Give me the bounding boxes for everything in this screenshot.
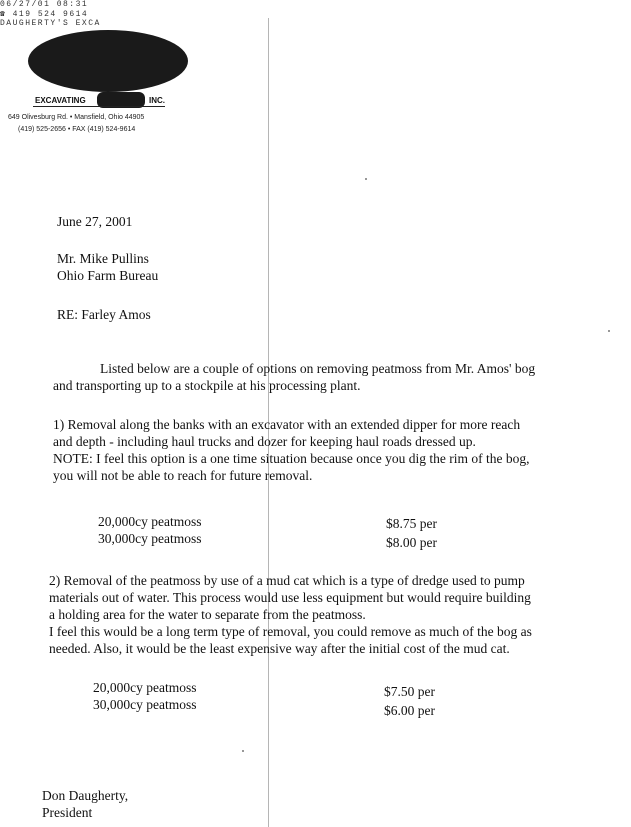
option2-qty: 20,000cy peatmoss xyxy=(93,680,197,695)
fax-sender: DAUGHERTY'S EXCA xyxy=(0,19,101,28)
logo-word-left: EXCAVATING xyxy=(35,96,86,105)
letterhead-address: 649 Olivesburg Rd. • Mansfield, Ohio 44905 xyxy=(8,114,145,121)
re-line: RE: Farley Amos xyxy=(57,307,151,322)
option2-line: 2) Removal of the peatmoss by use of a mud cat which is a type of dredge used to pump xyxy=(49,573,525,588)
option2-line: a holding area for the water to separate from the peatmoss. xyxy=(49,607,366,622)
option1-price: $8.75 per xyxy=(386,516,437,531)
option1-price: $8.00 per xyxy=(386,535,437,550)
option2-qty: 30,000cy peatmoss xyxy=(93,697,197,712)
company-logo xyxy=(28,30,188,92)
option2-line: needed. Also, it would be the least expensive way after the initial cost of the mud cat. xyxy=(49,641,510,656)
scan-speck xyxy=(242,750,244,752)
option1-line: NOTE: I feel this option is a one time situation because once you dig the rim of the bog, xyxy=(53,451,530,466)
option1-line: 1) Removal along the banks with an excavator with an extended dipper for more reach xyxy=(53,417,521,432)
option1-qty: 30,000cy peatmoss xyxy=(98,531,202,546)
option1-qty: 20,000cy peatmoss xyxy=(98,514,202,529)
option2-line: materials out of water. This process would use less equipment but would require building xyxy=(49,590,531,605)
option1-line: you will not be able to reach for future removal. xyxy=(53,468,313,483)
logo-underline xyxy=(33,106,165,107)
letterhead-phones: (419) 525-2656 • FAX (419) 524-9614 xyxy=(18,126,136,133)
recipient-name: Mr. Mike Pullins xyxy=(57,251,149,266)
option2-line: I feel this would be a long term type of removal, you could remove as much of the bog as xyxy=(49,624,532,639)
recipient-org: Ohio Farm Bureau xyxy=(57,268,159,283)
intro-line-2: and transporting up to a stockpile at his processing plant. xyxy=(53,378,361,393)
option2-price: $7.50 per xyxy=(384,684,435,699)
letter-date: June 27, 2001 xyxy=(57,214,133,229)
fax-datetime: 06/27/01 08:31 xyxy=(0,0,89,9)
signer-title: President xyxy=(42,805,93,820)
option2-price: $6.00 per xyxy=(384,703,435,718)
logo-word-right: INC. xyxy=(149,96,165,105)
scan-speck xyxy=(608,330,610,332)
scan-speck xyxy=(365,178,367,180)
fax-phone: ☎ 419 524 9614 xyxy=(0,10,89,19)
intro-line-1: Listed below are a couple of options on removing peatmoss from Mr. Amos' bog xyxy=(100,361,536,376)
option1-line: and depth - including haul trucks and dozer for keeping haul roads dressed up. xyxy=(53,434,476,449)
signer-name: Don Daugherty, xyxy=(42,788,129,803)
